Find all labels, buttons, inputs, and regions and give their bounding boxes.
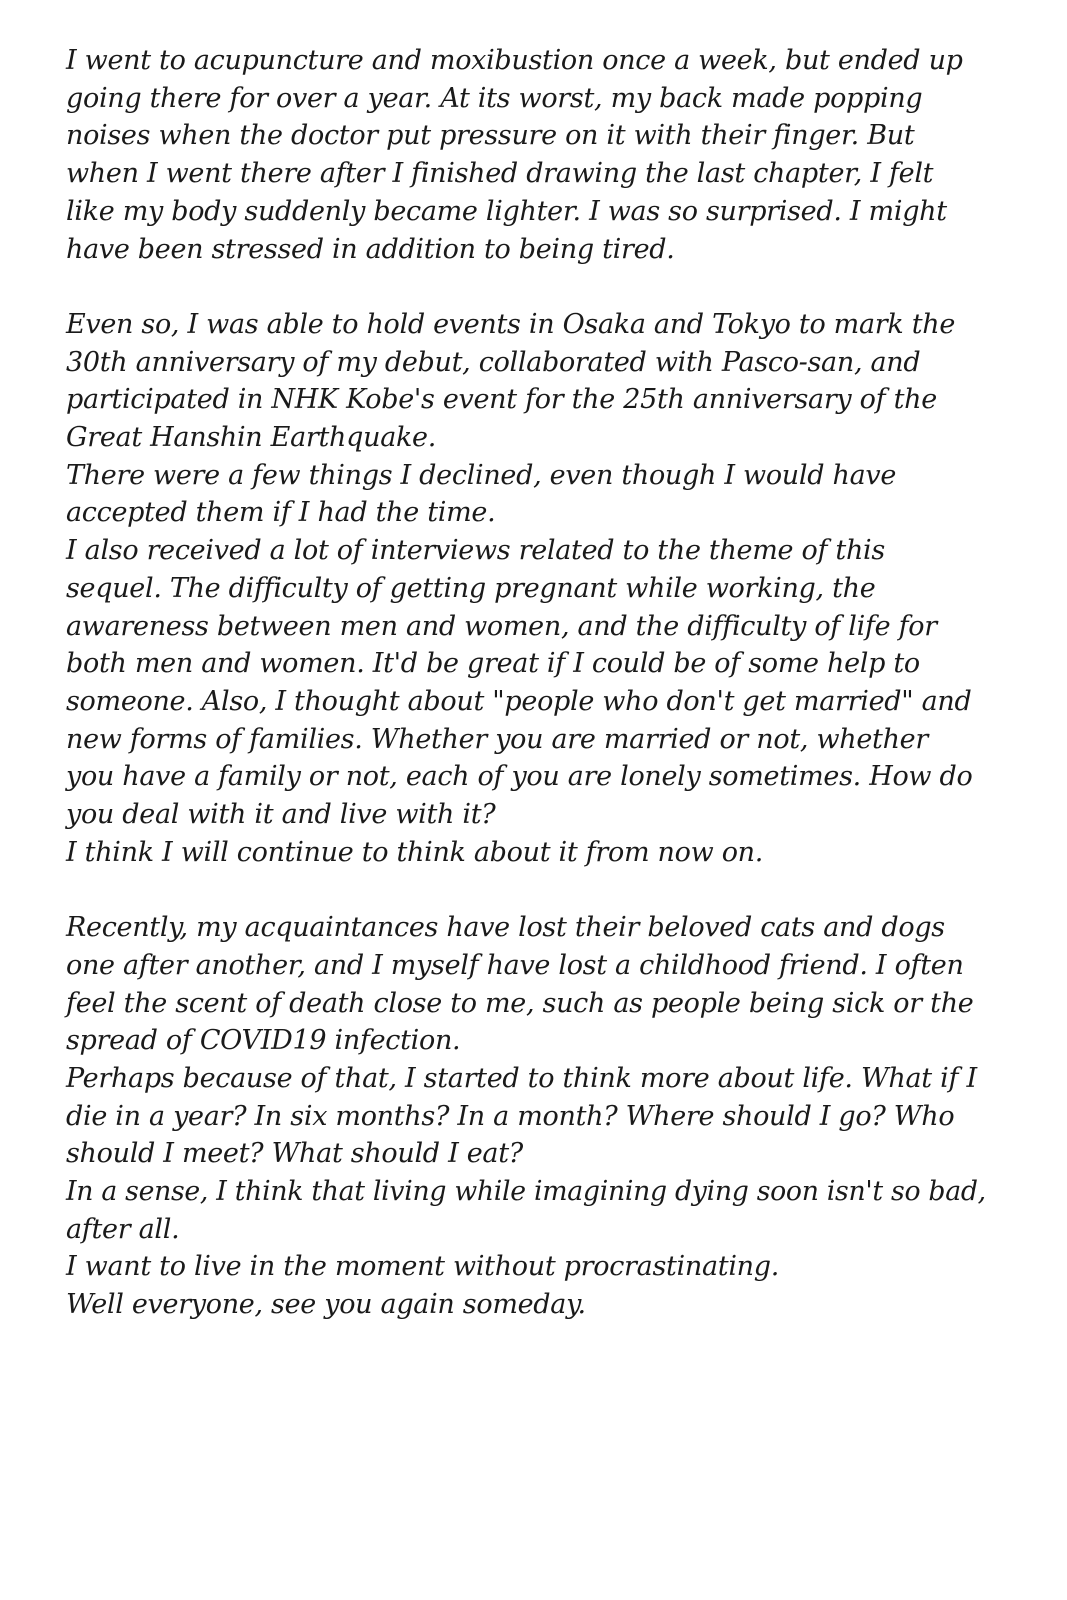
text-line: Well everyone, see you again someday.	[66, 1289, 586, 1321]
afterword-page	[66, 42, 986, 1562]
text-line: someone. Also, I thought about "people who don't get married" and	[66, 685, 972, 717]
text-line: like my body suddenly became lighter. I was so surprised. I might	[66, 195, 947, 227]
text-line: one after another, and I myself have lost a childhood friend. I often	[66, 949, 964, 981]
text-line: Even so, I was able to hold events in Osaka and Tokyo to mark the	[66, 308, 956, 340]
text-line: 30th anniversary of my debut, collaborated with Pasco-san, and	[66, 346, 921, 378]
text-line: when I went there after I finished drawing the last chapter, I felt	[66, 158, 934, 190]
text-line: participated in NHK Kobe's event for the 25th anniversary of the	[66, 384, 937, 416]
text-line: spread of COVID19 infection.	[66, 1025, 461, 1057]
text-line: accepted them if I had the time.	[66, 497, 496, 529]
text-line: feel the scent of death close to me, such as people being sick or the	[66, 987, 974, 1019]
paragraph-events	[66, 306, 986, 872]
text-line: I went to acupuncture and moxibustion once a week, but ended up	[66, 45, 963, 76]
text-line: die in a year? In six months? In a month? Where should I go? Who	[66, 1100, 955, 1132]
text-line: noises when the doctor put pressure on it with their finger. But	[66, 120, 915, 152]
text-line: I also received a lot of interviews related to the theme of this	[66, 535, 885, 567]
text-line: I think I will continue to think about it from now on.	[66, 836, 764, 868]
paragraph-life	[66, 909, 986, 1324]
text-line: There were a few things I declined, even though I would have	[66, 459, 896, 491]
text-line: sequel. The difficulty of getting pregnant while working, the	[66, 572, 876, 604]
paragraph-acupuncture	[66, 42, 986, 268]
text-line: Recently, my acquaintances have lost their beloved cats and dogs	[66, 912, 945, 944]
text-line: you have a family or not, each of you are lonely sometimes. How do	[66, 761, 973, 793]
text-line: Perhaps because of that, I started to think more about life. What if I	[66, 1062, 977, 1094]
text-line: new forms of families. Whether you are married or not, whether	[66, 723, 928, 755]
text-line: Great Hanshin Earthquake.	[66, 422, 437, 454]
text-line: I want to live in the moment without procrastinating.	[66, 1251, 780, 1283]
text-line: have been stressed in addition to being tired.	[66, 233, 675, 265]
text-line: In a sense, I think that living while imagining dying soon isn't so bad,	[66, 1176, 986, 1208]
text-line: awareness between men and women, and the difficulty of life for	[66, 610, 937, 642]
text-line: both men and women. It'd be great if I could be of some help to	[66, 648, 920, 680]
text-line: after all.	[66, 1213, 180, 1245]
text-line: should I meet? What should I eat?	[66, 1138, 523, 1170]
text-line: you deal with it and live with it?	[66, 799, 496, 831]
text-line: going there for over a year. At its worst, my back made popping	[66, 82, 923, 114]
